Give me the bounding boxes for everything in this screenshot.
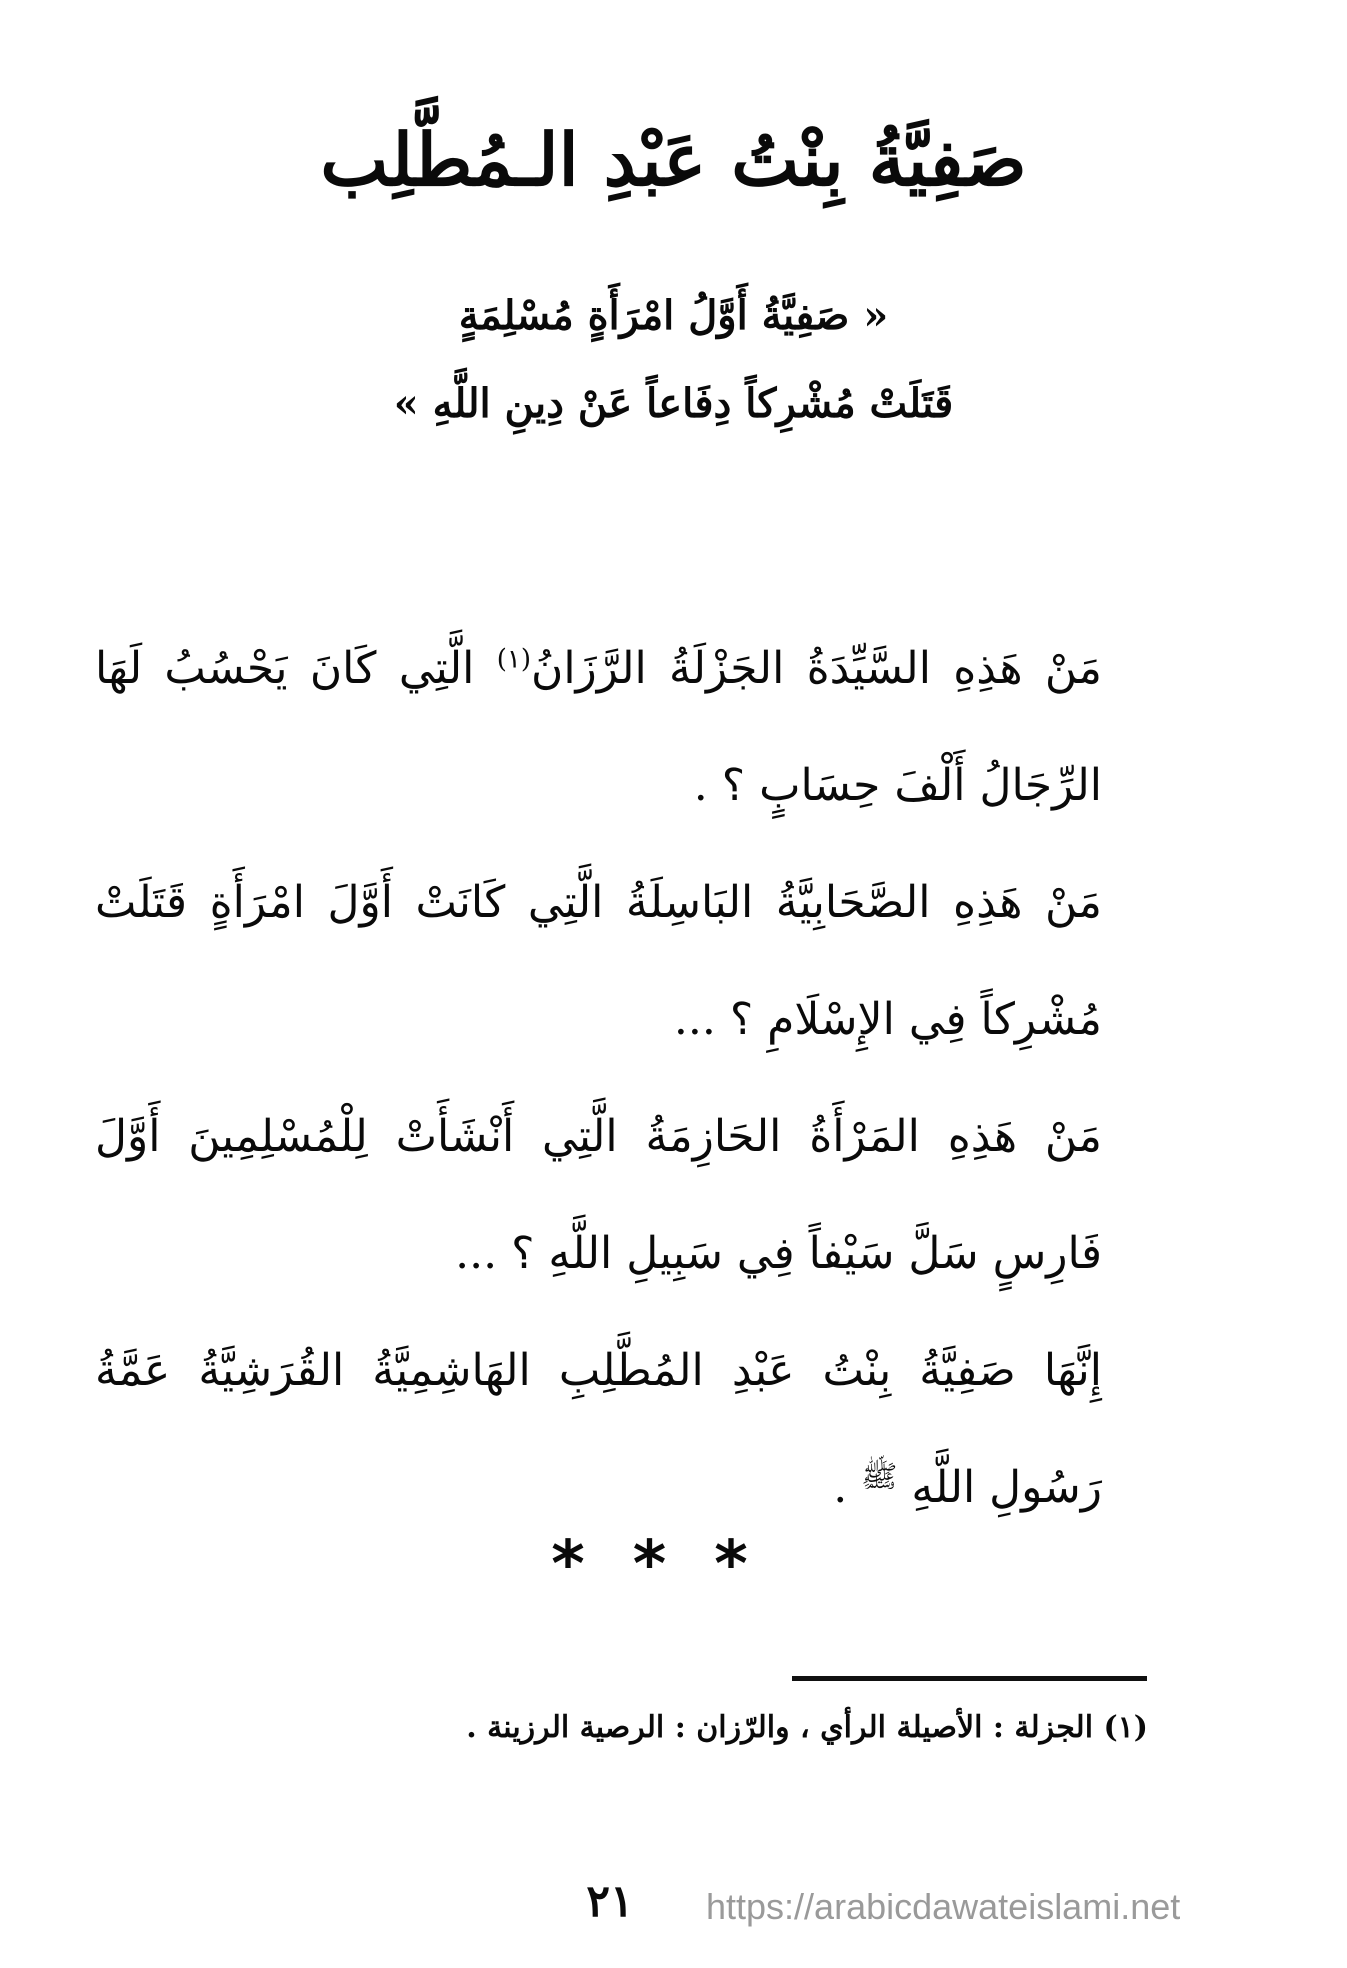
chapter-subtitle (0, 272, 1347, 448)
watermark-url: https://arabicdawateislami.net (706, 1886, 1181, 1927)
paragraph-1-text-continued: الَّتِي كَانَ يَحْسُبُ لَهَا الرِّجَالُ أَلْفَ حِسَابٍ ؟ . (95, 643, 1102, 811)
section-separator-stars: *** (551, 1528, 796, 1602)
paragraph-1 (95, 610, 1160, 844)
chapter-title: صَفِيَّةُ بِنْتُ عَبْدِ الـمُطَّلِب (320, 117, 1027, 202)
paragraph-4 (95, 1312, 1160, 1546)
subtitle-line-2: قَتَلَتْ مُشْرِكاً دِفَاعاً عَنْ دِينِ اللَّهِ » (393, 380, 954, 427)
footnote-text: (١) الجزلة : الأصيلة الرأي ، والرّزان : الرصية الرزينة . (466, 1710, 1148, 1745)
page-number: ٢١ (586, 1876, 634, 1927)
footnote-reference-mark: (١) (496, 644, 531, 675)
subtitle-line-1: « صَفِيَّةُ أَوَّلُ امْرَأَةٍ مُسْلِمَةٍ (458, 292, 889, 339)
paragraph-2: مَنْ هَذِهِ الصَّحَابِيَّةُ البَاسِلَةُ الَّتِي كَانَتْ أَوَّلَ امْرَأَةٍ قَتَلَتْ مُشْرِكاً فِي الإِسْلَامِ ؟ ... (95, 877, 1102, 1045)
paragraph-3: مَنْ هَذِهِ المَرْأَةُ الحَازِمَةُ الَّتِي أَنْشَأَتْ لِلْمُسْلِمِينَ أَوَّلَ فَارِسٍ سَلَّ سَيْفاً فِي سَبِيلِ اللَّهِ ؟ ... (95, 1111, 1102, 1279)
body-text (95, 610, 1160, 1546)
paragraph-1-text: مَنْ هَذِهِ السَّيِّدَةُ الجَزْلَةُ الرَّزَانُ (531, 643, 1102, 694)
footnote-divider (792, 1676, 1147, 1681)
salla-glyph: ﷺ (861, 1459, 898, 1495)
paragraph-4-text-end: . (833, 1462, 862, 1513)
paragraph-4-text: إِنَّهَا صَفِيَّةُ بِنْتُ عَبْدِ المُطَّلِبِ الهَاشِمِيَّةُ القُرَشِيَّةُ عَمَّةُ رَسُولِ اللَّهِ (95, 1345, 1102, 1513)
